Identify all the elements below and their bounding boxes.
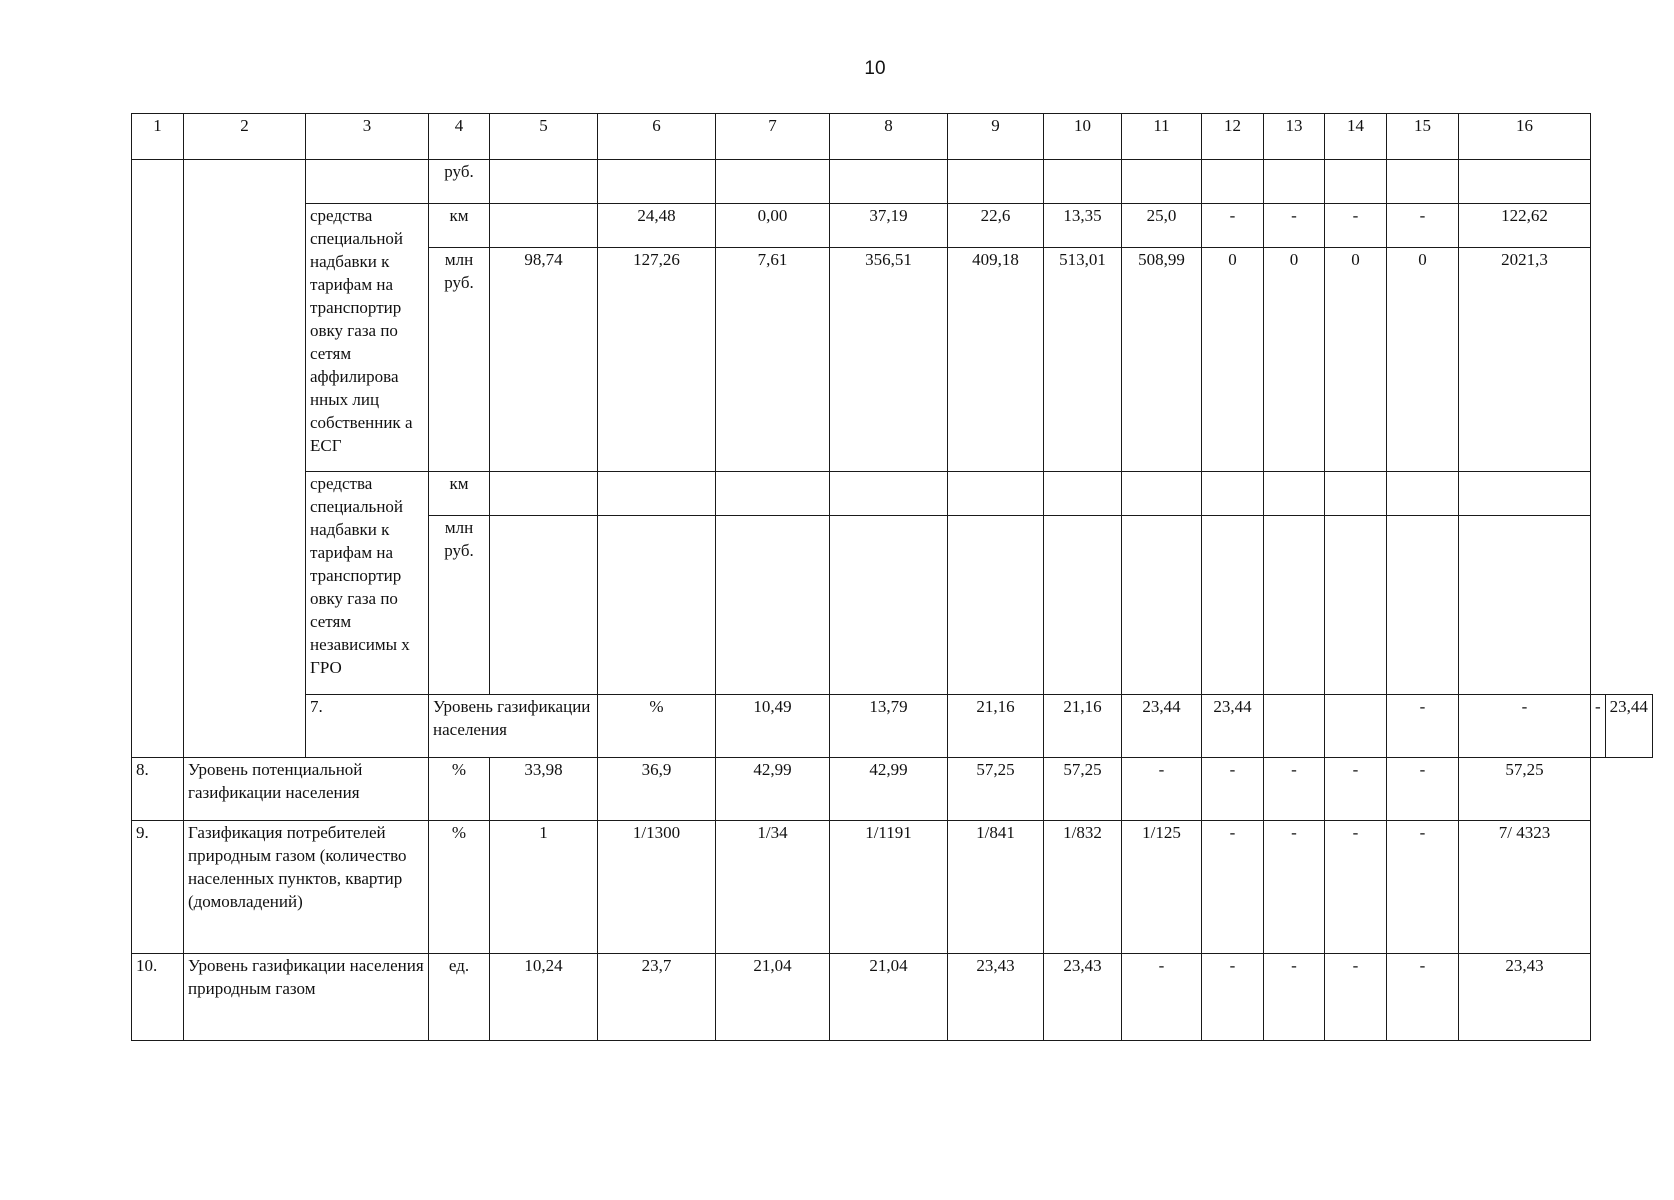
row-number: 7. (306, 695, 429, 758)
value-cell: 33,98 (490, 758, 598, 821)
value-cell: 127,26 (598, 248, 716, 472)
row-number: 9. (132, 821, 184, 954)
value-cell: 23,43 (1044, 954, 1122, 1041)
table-cell (490, 516, 598, 695)
table-cell (1387, 516, 1459, 695)
value-cell: 24,48 (598, 204, 716, 248)
table-row (132, 160, 1653, 204)
row-number: 10. (132, 954, 184, 1041)
table-cell (1122, 160, 1202, 204)
value-cell: - (1264, 821, 1325, 954)
unit-cell: % (429, 758, 490, 821)
unit-cell: руб. (429, 160, 490, 204)
table-cell (132, 160, 184, 758)
table-cell (1264, 160, 1325, 204)
column-header: 7 (716, 114, 830, 160)
value-cell: - (1202, 821, 1264, 954)
table-cell (716, 472, 830, 516)
value-cell: - (1387, 695, 1459, 758)
column-header: 9 (948, 114, 1044, 160)
table-cell (1387, 160, 1459, 204)
table-cell (830, 516, 948, 695)
table-cell (716, 160, 830, 204)
table-cell (1264, 516, 1325, 695)
table-cell (1387, 472, 1459, 516)
table-row (132, 204, 1653, 248)
value-cell: 409,18 (948, 248, 1044, 472)
value-cell: 1 (490, 821, 598, 954)
table-cell (1122, 472, 1202, 516)
table-cell (1044, 160, 1122, 204)
value-cell: - (1325, 954, 1387, 1041)
value-cell: 23,7 (598, 954, 716, 1041)
value-cell: - (1325, 758, 1387, 821)
value-cell: 2021,3 (1459, 248, 1591, 472)
table-cell (184, 160, 306, 758)
unit-cell: км (429, 472, 490, 516)
value-cell (490, 204, 598, 248)
table-row (132, 472, 1653, 516)
table-cell (716, 516, 830, 695)
column-header: 5 (490, 114, 598, 160)
value-cell: - (1264, 758, 1325, 821)
column-header: 1 (132, 114, 184, 160)
column-header: 15 (1387, 114, 1459, 160)
value-cell: - (1325, 204, 1387, 248)
value-cell: 25,0 (1122, 204, 1202, 248)
column-header: 14 (1325, 114, 1387, 160)
table-cell (1325, 516, 1387, 695)
table-row (132, 695, 1653, 758)
table-cell (490, 160, 598, 204)
table-cell (830, 160, 948, 204)
value-cell: - (1202, 758, 1264, 821)
data-table (131, 113, 1653, 1041)
value-cell: 1/1300 (598, 821, 716, 954)
value-cell (1325, 695, 1387, 758)
column-header: 12 (1202, 114, 1264, 160)
value-cell: 36,9 (598, 758, 716, 821)
value-cell: - (1387, 204, 1459, 248)
table-cell (1264, 472, 1325, 516)
column-header: 13 (1264, 114, 1325, 160)
column-header: 10 (1044, 114, 1122, 160)
table-cell (1459, 472, 1591, 516)
column-header: 3 (306, 114, 429, 160)
value-cell: 508,99 (1122, 248, 1202, 472)
value-cell: 57,25 (948, 758, 1044, 821)
value-cell: 21,04 (716, 954, 830, 1041)
table-cell (1122, 516, 1202, 695)
table-cell (1202, 160, 1264, 204)
value-cell: - (1387, 758, 1459, 821)
row-label: средства специальной надбавки к тарифам на транспортир овку газа по сетям независимы х ГРО (306, 472, 429, 695)
value-cell: - (1122, 758, 1202, 821)
column-header: 2 (184, 114, 306, 160)
row-label: Уровень газификации населения природным газом (184, 954, 429, 1041)
value-cell: 122,62 (1459, 204, 1591, 248)
value-cell: 23,44 (1605, 695, 1652, 758)
value-cell: 0,00 (716, 204, 830, 248)
column-header: 6 (598, 114, 716, 160)
value-cell: 1/841 (948, 821, 1044, 954)
unit-cell: % (598, 695, 716, 758)
table-cell (948, 516, 1044, 695)
unit-cell: % (429, 821, 490, 954)
value-cell: 21,04 (830, 954, 948, 1041)
value-cell: 57,25 (1044, 758, 1122, 821)
table-cell (1044, 516, 1122, 695)
value-cell: 21,16 (948, 695, 1044, 758)
table-cell (1325, 160, 1387, 204)
row-label: средства специальной надбавки к тарифам на транспортир овку газа по сетям аффилирова нных лиц собственник а ЕСГ (306, 204, 429, 472)
value-cell: 37,19 (830, 204, 948, 248)
value-cell: 1/1191 (830, 821, 948, 954)
value-cell: 21,16 (1044, 695, 1122, 758)
value-cell: - (1122, 954, 1202, 1041)
table-cell (1459, 516, 1591, 695)
table-row (132, 954, 1653, 1041)
unit-cell: млн руб. (429, 248, 490, 472)
value-cell: 13,35 (1044, 204, 1122, 248)
value-cell: - (1325, 821, 1387, 954)
value-cell: - (1202, 204, 1264, 248)
value-cell: 23,43 (1459, 954, 1591, 1041)
value-cell: - (1202, 954, 1264, 1041)
value-cell: 42,99 (830, 758, 948, 821)
table-cell (598, 472, 716, 516)
unit-cell: ед. (429, 954, 490, 1041)
table-cell (1325, 472, 1387, 516)
table-row (132, 758, 1653, 821)
value-cell: 57,25 (1459, 758, 1591, 821)
value-cell: 0 (1387, 248, 1459, 472)
table-cell (948, 160, 1044, 204)
row-label: Газификация потребителей природным газом (количество населенных пунктов, квартир (домовладений) (184, 821, 429, 954)
value-cell: - (1459, 695, 1591, 758)
table-cell (306, 160, 429, 204)
table-row (132, 821, 1653, 954)
value-cell: 23,43 (948, 954, 1044, 1041)
table-cell (1202, 472, 1264, 516)
value-cell: 10,49 (716, 695, 830, 758)
value-cell: 513,01 (1044, 248, 1122, 472)
value-cell: 1/125 (1122, 821, 1202, 954)
table-cell (948, 472, 1044, 516)
table-cell (830, 472, 948, 516)
value-cell: - (1264, 954, 1325, 1041)
value-cell: - (1591, 695, 1606, 758)
table-cell (1459, 160, 1591, 204)
column-header: 11 (1122, 114, 1202, 160)
value-cell: - (1264, 204, 1325, 248)
column-header: 8 (830, 114, 948, 160)
value-cell: 0 (1202, 248, 1264, 472)
value-cell: 1/832 (1044, 821, 1122, 954)
value-cell: 1/34 (716, 821, 830, 954)
value-cell: 23,44 (1202, 695, 1264, 758)
column-header: 16 (1459, 114, 1591, 160)
page-number: 10 (864, 58, 886, 79)
value-cell: - (1387, 821, 1459, 954)
unit-cell: млн руб. (429, 516, 490, 695)
table-cell (598, 160, 716, 204)
value-cell: 7,61 (716, 248, 830, 472)
table-cell (490, 472, 598, 516)
value-cell: 42,99 (716, 758, 830, 821)
value-cell: 22,6 (948, 204, 1044, 248)
table-cell (1202, 516, 1264, 695)
value-cell: 7/ 4323 (1459, 821, 1591, 954)
column-header: 4 (429, 114, 490, 160)
table-cell (1044, 472, 1122, 516)
value-cell: - (1387, 954, 1459, 1041)
value-cell: 0 (1325, 248, 1387, 472)
value-cell: 10,24 (490, 954, 598, 1041)
header-row (132, 114, 1653, 160)
value-cell: 356,51 (830, 248, 948, 472)
unit-cell: км (429, 204, 490, 248)
value-cell: 13,79 (830, 695, 948, 758)
value-cell: 23,44 (1122, 695, 1202, 758)
row-label: Уровень потенциальной газификации населения (184, 758, 429, 821)
value-cell (1264, 695, 1325, 758)
value-cell: 98,74 (490, 248, 598, 472)
row-label: Уровень газификации населения (429, 695, 598, 758)
row-number: 8. (132, 758, 184, 821)
value-cell: 0 (1264, 248, 1325, 472)
table-cell (598, 516, 716, 695)
